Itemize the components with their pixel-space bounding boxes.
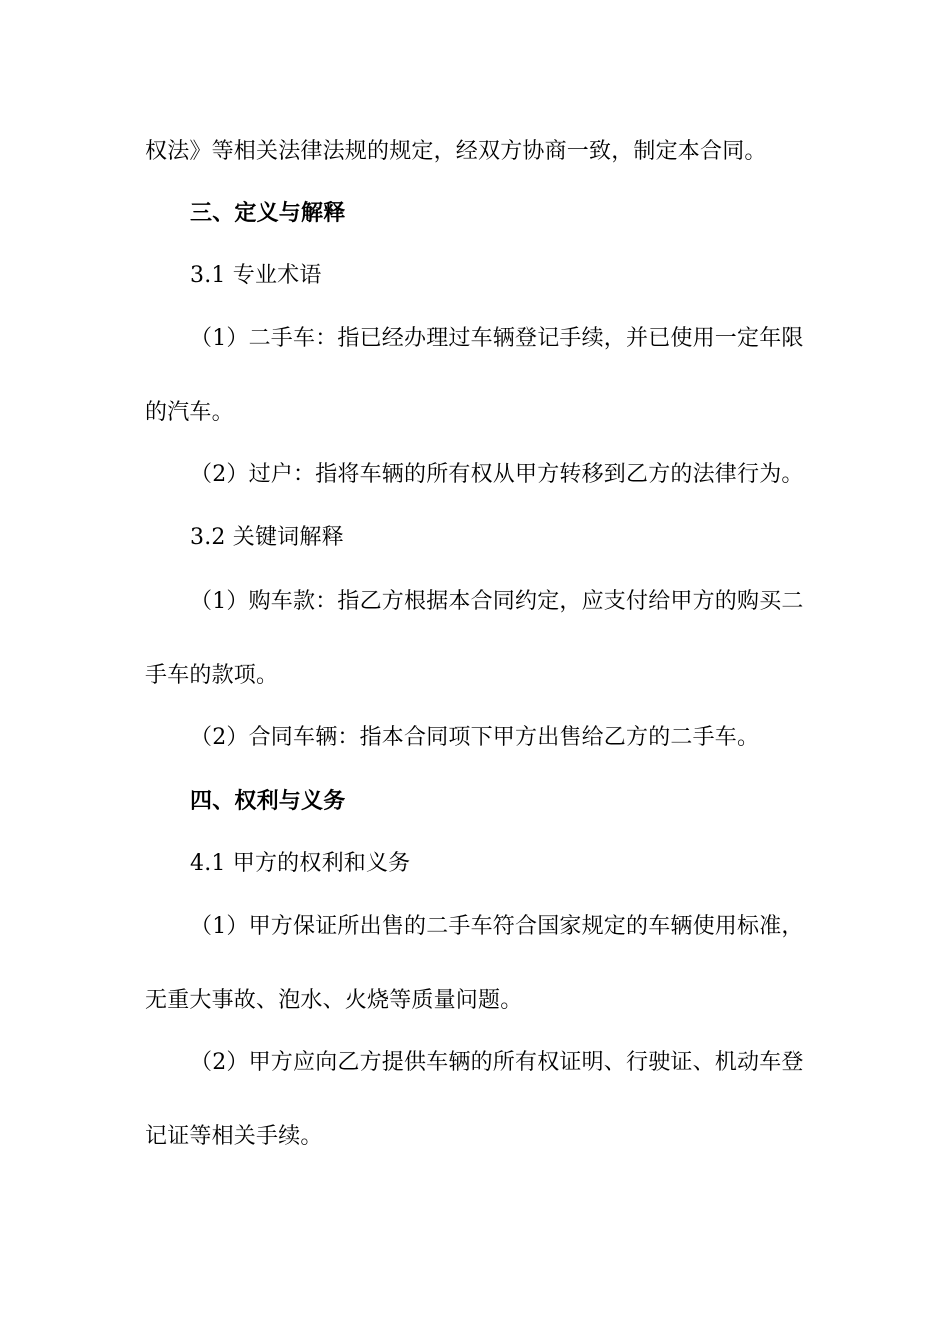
obligation-item-1-line-2: 无重大事故、泡水、火烧等质量问题。 xyxy=(145,988,523,1013)
keyword-item-2: （2）合同车辆：指本合同项下甲方出售给乙方的二手车。 xyxy=(190,725,760,750)
keyword-item-1-line-2: 手车的款项。 xyxy=(145,663,279,688)
definition-item-1-line-2: 的汽车。 xyxy=(145,400,234,425)
section-heading-3: 三、定义与解释 xyxy=(190,200,346,226)
section-heading-4: 四、权利与义务 xyxy=(190,788,346,814)
definition-item-2: （2）过户：指将车辆的所有权从甲方转移到乙方的法律行为。 xyxy=(190,462,804,487)
paragraph-continuation: 权法》等相关法律法规的规定，经双方协商一致，制定本合同。 xyxy=(145,139,767,164)
subsection-heading-4-1: 4.1 甲方的权利和义务 xyxy=(190,851,411,876)
subsection-heading-3-1: 3.1 专业术语 xyxy=(190,263,322,288)
keyword-item-1-line-1: （1）购车款：指乙方根据本合同约定，应支付给甲方的购买二 xyxy=(190,589,804,614)
definition-item-1-line-1: （1）二手车：指已经办理过车辆登记手续，并已使用一定年限 xyxy=(190,326,804,351)
obligation-item-2-line-2: 记证等相关手续。 xyxy=(145,1124,323,1149)
obligation-item-2-line-1: （2）甲方应向乙方提供车辆的所有权证明、行驶证、机动车登 xyxy=(190,1050,804,1075)
obligation-item-1-line-1: （1）甲方保证所出售的二手车符合国家规定的车辆使用标准， xyxy=(190,914,804,939)
subsection-heading-3-2: 3.2 关键词解释 xyxy=(190,525,344,550)
